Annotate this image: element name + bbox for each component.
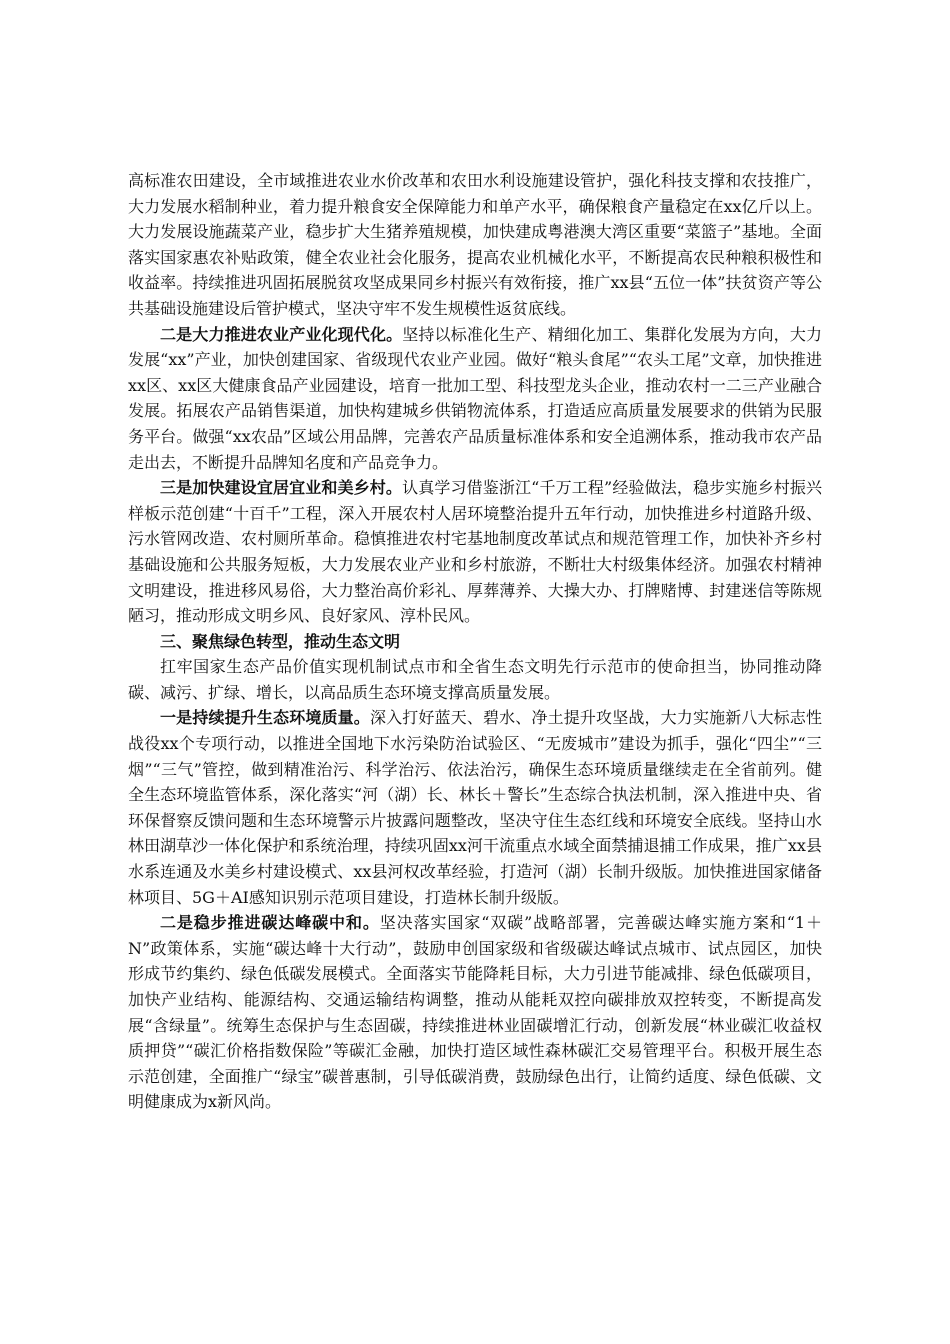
paragraph-carbon-peak bbox=[128, 910, 822, 1115]
paragraph-lead: 二是大力推进农业产业化现代化。 bbox=[160, 324, 403, 344]
paragraph-livable-villages bbox=[128, 475, 822, 629]
paragraph-eco-quality bbox=[128, 705, 822, 910]
paragraph-text: 坚决落实国家“双碳”战略部署，完善碳达峰实施方案和“1＋N”政策体系，实施“碳达峰十大行动”，鼓励申创国家级和省级碳达峰试点城市、试点园区，加快形成节约集约、绿色低碳发展模式。全面落实节能降耗目标，大力引进节能减排、绿色低碳项目，加快产业结构、能源结构、交通运输结构调整，推动从能耗双控向碳排放双控转变，不断提高发展“含绿量”。统筹生态保护与生态固碳，持续推进林业固碳增汇行动，创新发展“林业碳汇收益权质押贷”“碳汇价格指数保险”等碳汇金融，加快打造区域性森林碳汇交易管理平台。积极开展生态示范创建，全面推广“绿宝”碳普惠制，引导低碳消费，鼓励绿色出行，让简约适度、绿色低碳、文明健康成为x新风尚。 bbox=[128, 913, 822, 1112]
section-heading: 三、聚焦绿色转型，推动生态文明 bbox=[160, 631, 401, 651]
paragraph-text: 高标准农田建设，全市域推进农业水价改革和农田水利设施建设管护，强化科技支撑和农技推广，大力发展水稻制种业，着力提升粮食安全保障能力和单产水平，确保粮食产量稳定在xx亿斤以上。大力发展设施蔬菜产业，稳步扩大生猪养殖规模，加快建成粤港澳大湾区重要“菜篮子”基地。全面落实国家惠农补贴政策，健全农业社会化服务，提高农业机械化水平，不断提高农民种粮积极性和收益率。持续推进巩固拓展脱贫攻坚成果同乡村振兴有效衔接，推广xx县“五位一体”扶贫资产等公共基础设施建设后管护模式，坚决守牢不发生规模性返贫底线。 bbox=[128, 171, 822, 318]
paragraph-lead: 一是持续提升生态环境质量。 bbox=[160, 708, 370, 728]
paragraph-agri-industrialization bbox=[128, 322, 822, 476]
paragraph-continuation bbox=[128, 168, 822, 322]
paragraph-lead: 二是稳步推进碳达峰碳中和。 bbox=[160, 913, 380, 933]
paragraph-text: 认真学习借鉴浙江“千万工程”经验做法，稳步实施乡村振兴样板示范创建“十百千”工程，深入开展农村人居环境整治提升五年行动，加快推进乡村道路升级、污水管网改造、农村厕所革命。稳慎推进农村宅基地制度改革试点和规范管理工作，加快补齐乡村基础设施和公共服务短板，大力发展农业产业和乡村旅游，不断壮大村级集体经济。加强农村精神文明建设，推进移风易俗，大力整治高价彩礼、厚葬薄养、大操大办、打牌赌博、封建迷信等陈规陋习，推动形成文明乡风、良好家风、淳朴民风。 bbox=[128, 478, 822, 626]
paragraph-text: 扛牢国家生态产品价值实现机制试点市和全省生态文明先行示范市的使命担当，协同推动降碳、减污、扩绿、增长，以高品质生态环境支撑高质量发展。 bbox=[128, 657, 822, 702]
paragraph-text: 深入打好蓝天、碧水、净土提升攻坚战，大力实施新八大标志性战役xx个专项行动，以推进全国地下水污染防治试验区、“无废城市”建设为抓手，强化“四尘”“三烟”“三气”管控，做到精准治污、科学治污、依法治污，确保生态环境质量继续走在全省前列。健全生态环境监管体系，深化落实“河（湖）长、林长＋警长”生态综合执法机制，深入推进中央、省环保督察反馈问题和生态环境警示片披露问题整改，坚决守住生态红线和环境安全底线。坚持山水林田湖草沙一体化保护和系统治理，持续巩固xx河干流重点水域全面禁捕退捕工作成果，推广xx县水系连通及水美乡村建设模式、xx县河权改革经验，打造河（湖）长制升级版。加快推进国家储备林项目、5G＋AI感知识别示范项目建设，打造林长制升级版。 bbox=[128, 708, 822, 907]
document-body bbox=[128, 168, 822, 1115]
paragraph-text: 坚持以标准化生产、精细化加工、集群化发展为方向，大力发展“xx”产业，加快创建国家、省级现代农业产业园。做好“粮头食尾”“农头工尾”文章，加快推进xx区、xx区大健康食品产业园建设，培育一批加工型、科技型龙头企业，推动农村一二三产业融合发展。拓展农产品销售渠道，加快构建城乡供销物流体系，打造适应高质量发展要求的供销为民服务平台。做强“xx农品”区域公用品牌，完善农产品质量标准体系和安全追溯体系，推动我市农产品走出去，不断提升品牌知名度和产品竞争力。 bbox=[128, 324, 822, 472]
paragraph-lead: 三是加快建设宜居宜业和美乡村。 bbox=[160, 478, 403, 498]
paragraph-section-intro bbox=[128, 654, 822, 705]
